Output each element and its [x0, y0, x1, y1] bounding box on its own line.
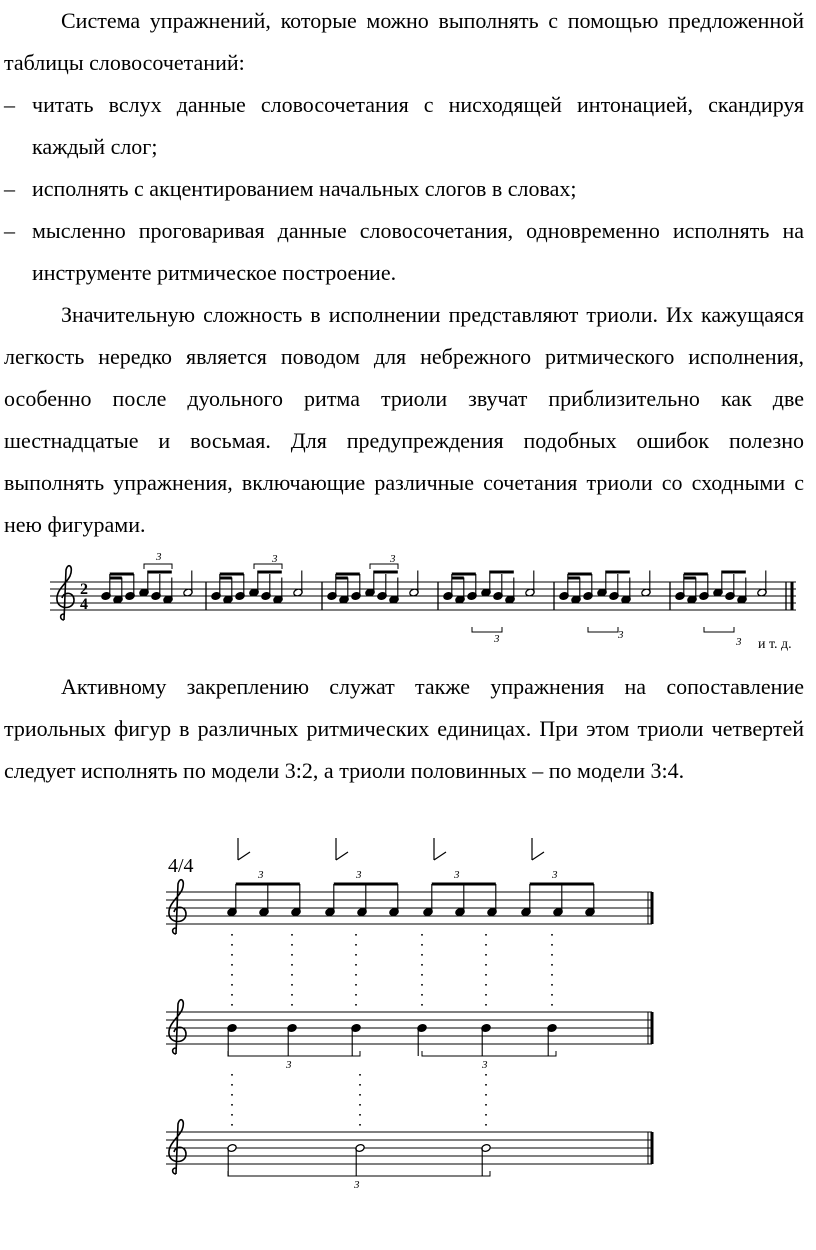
alignment-dot — [485, 984, 487, 986]
tuplet-number: 3 — [390, 553, 396, 565]
alignment-dot — [421, 974, 423, 976]
alignment-dot — [485, 964, 487, 966]
alignment-dot — [355, 944, 357, 946]
intro-paragraph: Система упражнений, которые можно выполнять с помощью предложенной таблицы словосочетаний: — [4, 8, 804, 75]
beat-mark — [238, 838, 250, 860]
alignment-dot — [359, 1084, 361, 1086]
tuplet-bracket — [588, 627, 618, 632]
treble-clef-icon — [169, 1120, 186, 1174]
tuplet-number: 3 — [494, 633, 500, 645]
alignment-dot — [231, 1084, 233, 1086]
alignment-dot — [231, 994, 233, 996]
tuplet-number: 3 — [736, 636, 742, 648]
alignment-dot — [355, 1004, 357, 1006]
alignment-dot — [485, 1104, 487, 1106]
tuplet-bracket — [144, 564, 172, 569]
alignment-dot — [551, 954, 553, 956]
alignment-dot — [359, 1124, 361, 1126]
alignment-dot — [421, 944, 423, 946]
alignment-dot — [231, 974, 233, 976]
beat-mark — [532, 838, 544, 860]
tuplet-bracket — [472, 627, 502, 632]
alignment-dot — [551, 974, 553, 976]
tuplet-bracket — [704, 627, 734, 632]
alignment-dot — [231, 1124, 233, 1126]
alignment-dot — [231, 954, 233, 956]
tuplet-number: 3 — [354, 1179, 360, 1191]
consolidation-paragraph: Активному закреплению служат также упражнения на сопоставление триольных фигур в различных ритмических единицах. При этом триоли четвертей следует исполнять по модели 3:2, а триоли половинных – по модели 3:4. — [4, 674, 804, 783]
alignment-dot — [421, 964, 423, 966]
tuplet-number: 3 — [286, 1059, 292, 1071]
tuplet-bracket — [422, 1051, 556, 1056]
list-item — [4, 210, 804, 294]
list-item-text: мысленно проговаривая данные словосочетания, одновременно исполнять на инструменте ритмическое построение. — [32, 218, 804, 285]
time-signature-top: 2 — [80, 581, 88, 598]
alignment-dot — [485, 1074, 487, 1076]
list-item — [4, 168, 804, 210]
alignment-dot — [485, 1124, 487, 1126]
alignment-dot — [485, 1004, 487, 1006]
alignment-dot — [291, 934, 293, 936]
treble-clef-icon — [169, 1000, 186, 1054]
alignment-dot — [551, 994, 553, 996]
alignment-dot — [421, 984, 423, 986]
time-signature-label: 4/4 — [168, 855, 194, 877]
alignment-dot — [355, 974, 357, 976]
alignment-dot — [421, 1004, 423, 1006]
tuplet-number: 3 — [156, 551, 162, 563]
tuplet-number: 3 — [618, 629, 624, 641]
alignment-dot — [485, 994, 487, 996]
tuplet-number: 3 — [258, 869, 264, 881]
alignment-dot — [485, 1114, 487, 1116]
alignment-dot — [291, 994, 293, 996]
alignment-dot — [355, 984, 357, 986]
tuplet-number: 3 — [356, 869, 362, 881]
triplet-comparison — [166, 838, 652, 1176]
music-example-1 — [44, 548, 804, 658]
alignment-dot — [291, 964, 293, 966]
alignment-dot — [359, 1094, 361, 1096]
alignment-dot — [231, 964, 233, 966]
triplets-paragraph: Значительную сложность в исполнении представляют триоли. Их кажущаяся легкость нередко является поводом для небрежного ритмического исполнения, особенно после дуольного ритма триоли звучат приблизительно как две шестнадцатые и восьмая. Для предупреждения подобных ошибок полезно выполнять упражнения, включающие различные сочетания триоли со сходными с нею фигурами. — [4, 302, 804, 537]
alignment-dot — [485, 954, 487, 956]
list-item-text: читать вслух данные словосочетания с нисходящей интонацией, скандируя каждый слог; — [32, 92, 804, 159]
tuplet-number: 3 — [272, 553, 278, 565]
alignment-dot — [291, 984, 293, 986]
alignment-dot — [231, 1094, 233, 1096]
alignment-dot — [355, 954, 357, 956]
alignment-dot — [485, 974, 487, 976]
alignment-dot — [485, 1084, 487, 1086]
beat-mark — [336, 838, 348, 860]
alignment-dot — [231, 1004, 233, 1006]
etc-label: и т. д. — [758, 637, 792, 652]
alignment-dot — [355, 964, 357, 966]
alignment-dot — [231, 1104, 233, 1106]
alignment-dot — [485, 934, 487, 936]
alignment-dot — [231, 934, 233, 936]
list-dash: – — [4, 92, 15, 117]
alignment-dot — [485, 944, 487, 946]
tuplet-number: 3 — [454, 869, 460, 881]
alignment-dot — [421, 994, 423, 996]
alignment-dot — [291, 944, 293, 946]
alignment-dot — [551, 964, 553, 966]
alignment-dot — [291, 954, 293, 956]
list-item-text: исполнять с акцентированием начальных слогов в словах; — [32, 176, 577, 201]
tuplet-number: 3 — [552, 869, 558, 881]
alignment-dot — [551, 1004, 553, 1006]
tuplet-bracket — [228, 1171, 490, 1176]
exercise-list — [4, 84, 804, 294]
tuplet-marks — [257, 869, 558, 1191]
tuplet-number: 3 — [482, 1059, 488, 1071]
tuplet-bracket — [228, 1051, 360, 1056]
tuplet-bracket — [254, 564, 282, 569]
rhythm-notes — [101, 564, 767, 632]
alignment-dot — [421, 934, 423, 936]
alignment-dot — [355, 994, 357, 996]
time-signature-bottom: 4 — [80, 596, 88, 613]
alignment-dot — [551, 984, 553, 986]
alignment-dot — [359, 1074, 361, 1076]
alignment-dot — [231, 1074, 233, 1076]
alignment-dot — [231, 1114, 233, 1116]
alignment-dot — [231, 984, 233, 986]
alignment-dot — [551, 944, 553, 946]
treble-clef-icon — [57, 566, 74, 620]
alignment-dot — [231, 944, 233, 946]
alignment-dot — [359, 1104, 361, 1106]
alignment-dot — [421, 954, 423, 956]
alignment-dot — [291, 1004, 293, 1006]
treble-clef-icon — [169, 880, 186, 934]
beat-mark — [434, 838, 446, 860]
list-dash: – — [4, 218, 15, 243]
alignment-dot — [551, 934, 553, 936]
list-dash: – — [4, 176, 15, 201]
alignment-dot — [485, 1094, 487, 1096]
list-item — [4, 84, 804, 168]
alignment-dot — [359, 1114, 361, 1116]
alignment-dot — [355, 934, 357, 936]
music-example-2 — [160, 830, 660, 1200]
alignment-dot — [291, 974, 293, 976]
